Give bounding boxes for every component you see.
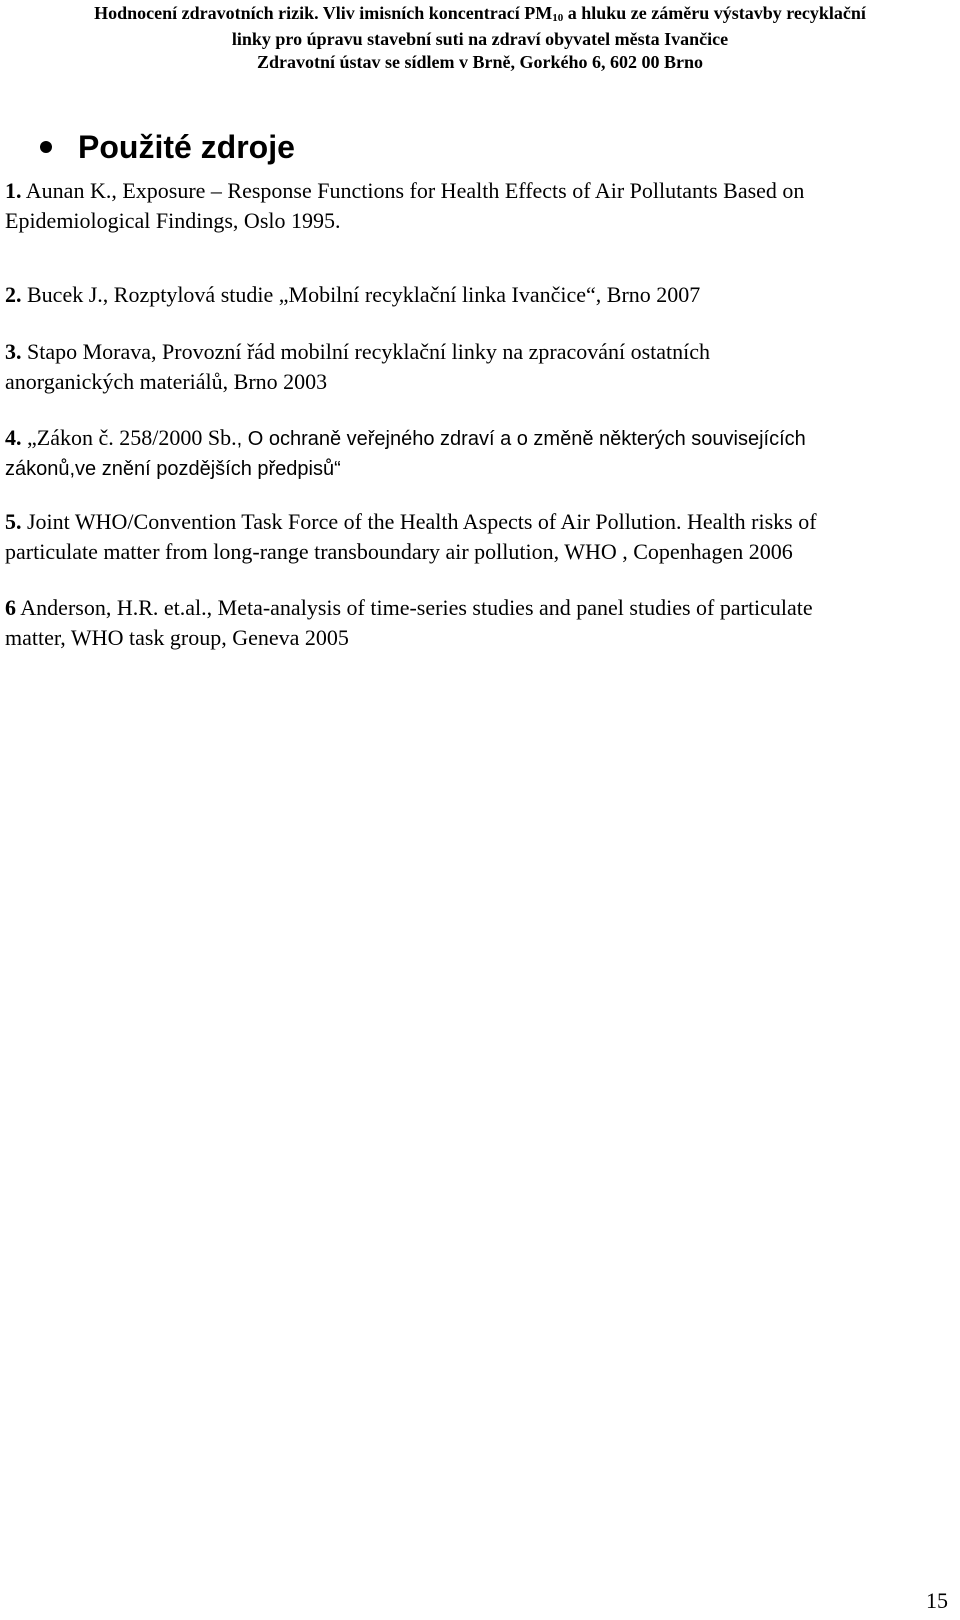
- reference-number: 4.: [5, 425, 22, 450]
- reference-2: [5, 280, 953, 310]
- section-title: Použité zdroje: [78, 129, 295, 165]
- reference-4: [5, 423, 953, 484]
- reference-6: [5, 593, 953, 653]
- header-line-3: Zdravotní ústav se sídlem v Brně, Gorkého 6, 602 00 Brno: [256, 52, 704, 72]
- reference-number: 6: [5, 595, 16, 620]
- reference-text: Joint WHO/Convention Task Force of the Health Aspects of Air Pollution. Health risks of: [21, 509, 817, 534]
- reference-text: Stapo Morava, Provozní řád mobilní recyklační linky na zpracování ostatních: [21, 339, 711, 364]
- reference-text-continued: anorganických materiálů, Brno 2003: [5, 369, 328, 394]
- reference-text-continued: Epidemiological Findings, Oslo 1995.: [5, 208, 341, 233]
- reference-1: [5, 176, 953, 236]
- reference-number: 1.: [5, 178, 22, 203]
- pm-subscript: 10: [552, 12, 564, 24]
- header-line-1-tail: a hluku ze záměru výstavby recyklační: [563, 3, 866, 23]
- header-line-2: linky pro úpravu stavební suti na zdraví obyvatel města Ivančice: [231, 29, 729, 49]
- reference-5: [5, 507, 953, 567]
- reference-number: 3.: [5, 339, 22, 364]
- reference-number: 2.: [5, 282, 22, 307]
- reference-title: „Zákon č. 258/2000 Sb.: [21, 425, 237, 450]
- page-number: 15: [926, 1588, 948, 1613]
- header-line-1: [0, 2, 960, 28]
- reference-text: Anderson, H.R. et.al., Meta-analysis of time-series studies and panel studies of particulate: [16, 595, 813, 620]
- header-line-1-text: Hodnocení zdravotních rizik. Vliv imisních koncentrací PM: [94, 3, 553, 23]
- section-heading: [40, 127, 295, 167]
- reference-text-continued: zákonů,ve znění pozdějších předpisů“: [5, 458, 341, 480]
- reference-number: 5.: [5, 509, 22, 534]
- reference-3: [5, 337, 953, 397]
- reference-text-continued: particulate matter from long-range transboundary air pollution, WHO , Copenhagen 2006: [5, 539, 793, 564]
- reference-text-continued: matter, WHO task group, Geneva 2005: [5, 625, 349, 650]
- bullet-icon: [40, 141, 52, 153]
- reference-text: , O ochraně veřejného zdraví a o změně některých souvisejících: [236, 428, 806, 450]
- reference-text: Aunan K., Exposure – Response Functions for Health Effects of Air Pollutants Based on: [21, 178, 805, 203]
- reference-text: Bucek J., Rozptylová studie „Mobilní recyklační linka Ivančice“, Brno 2007: [21, 282, 701, 307]
- document-header: [0, 2, 960, 74]
